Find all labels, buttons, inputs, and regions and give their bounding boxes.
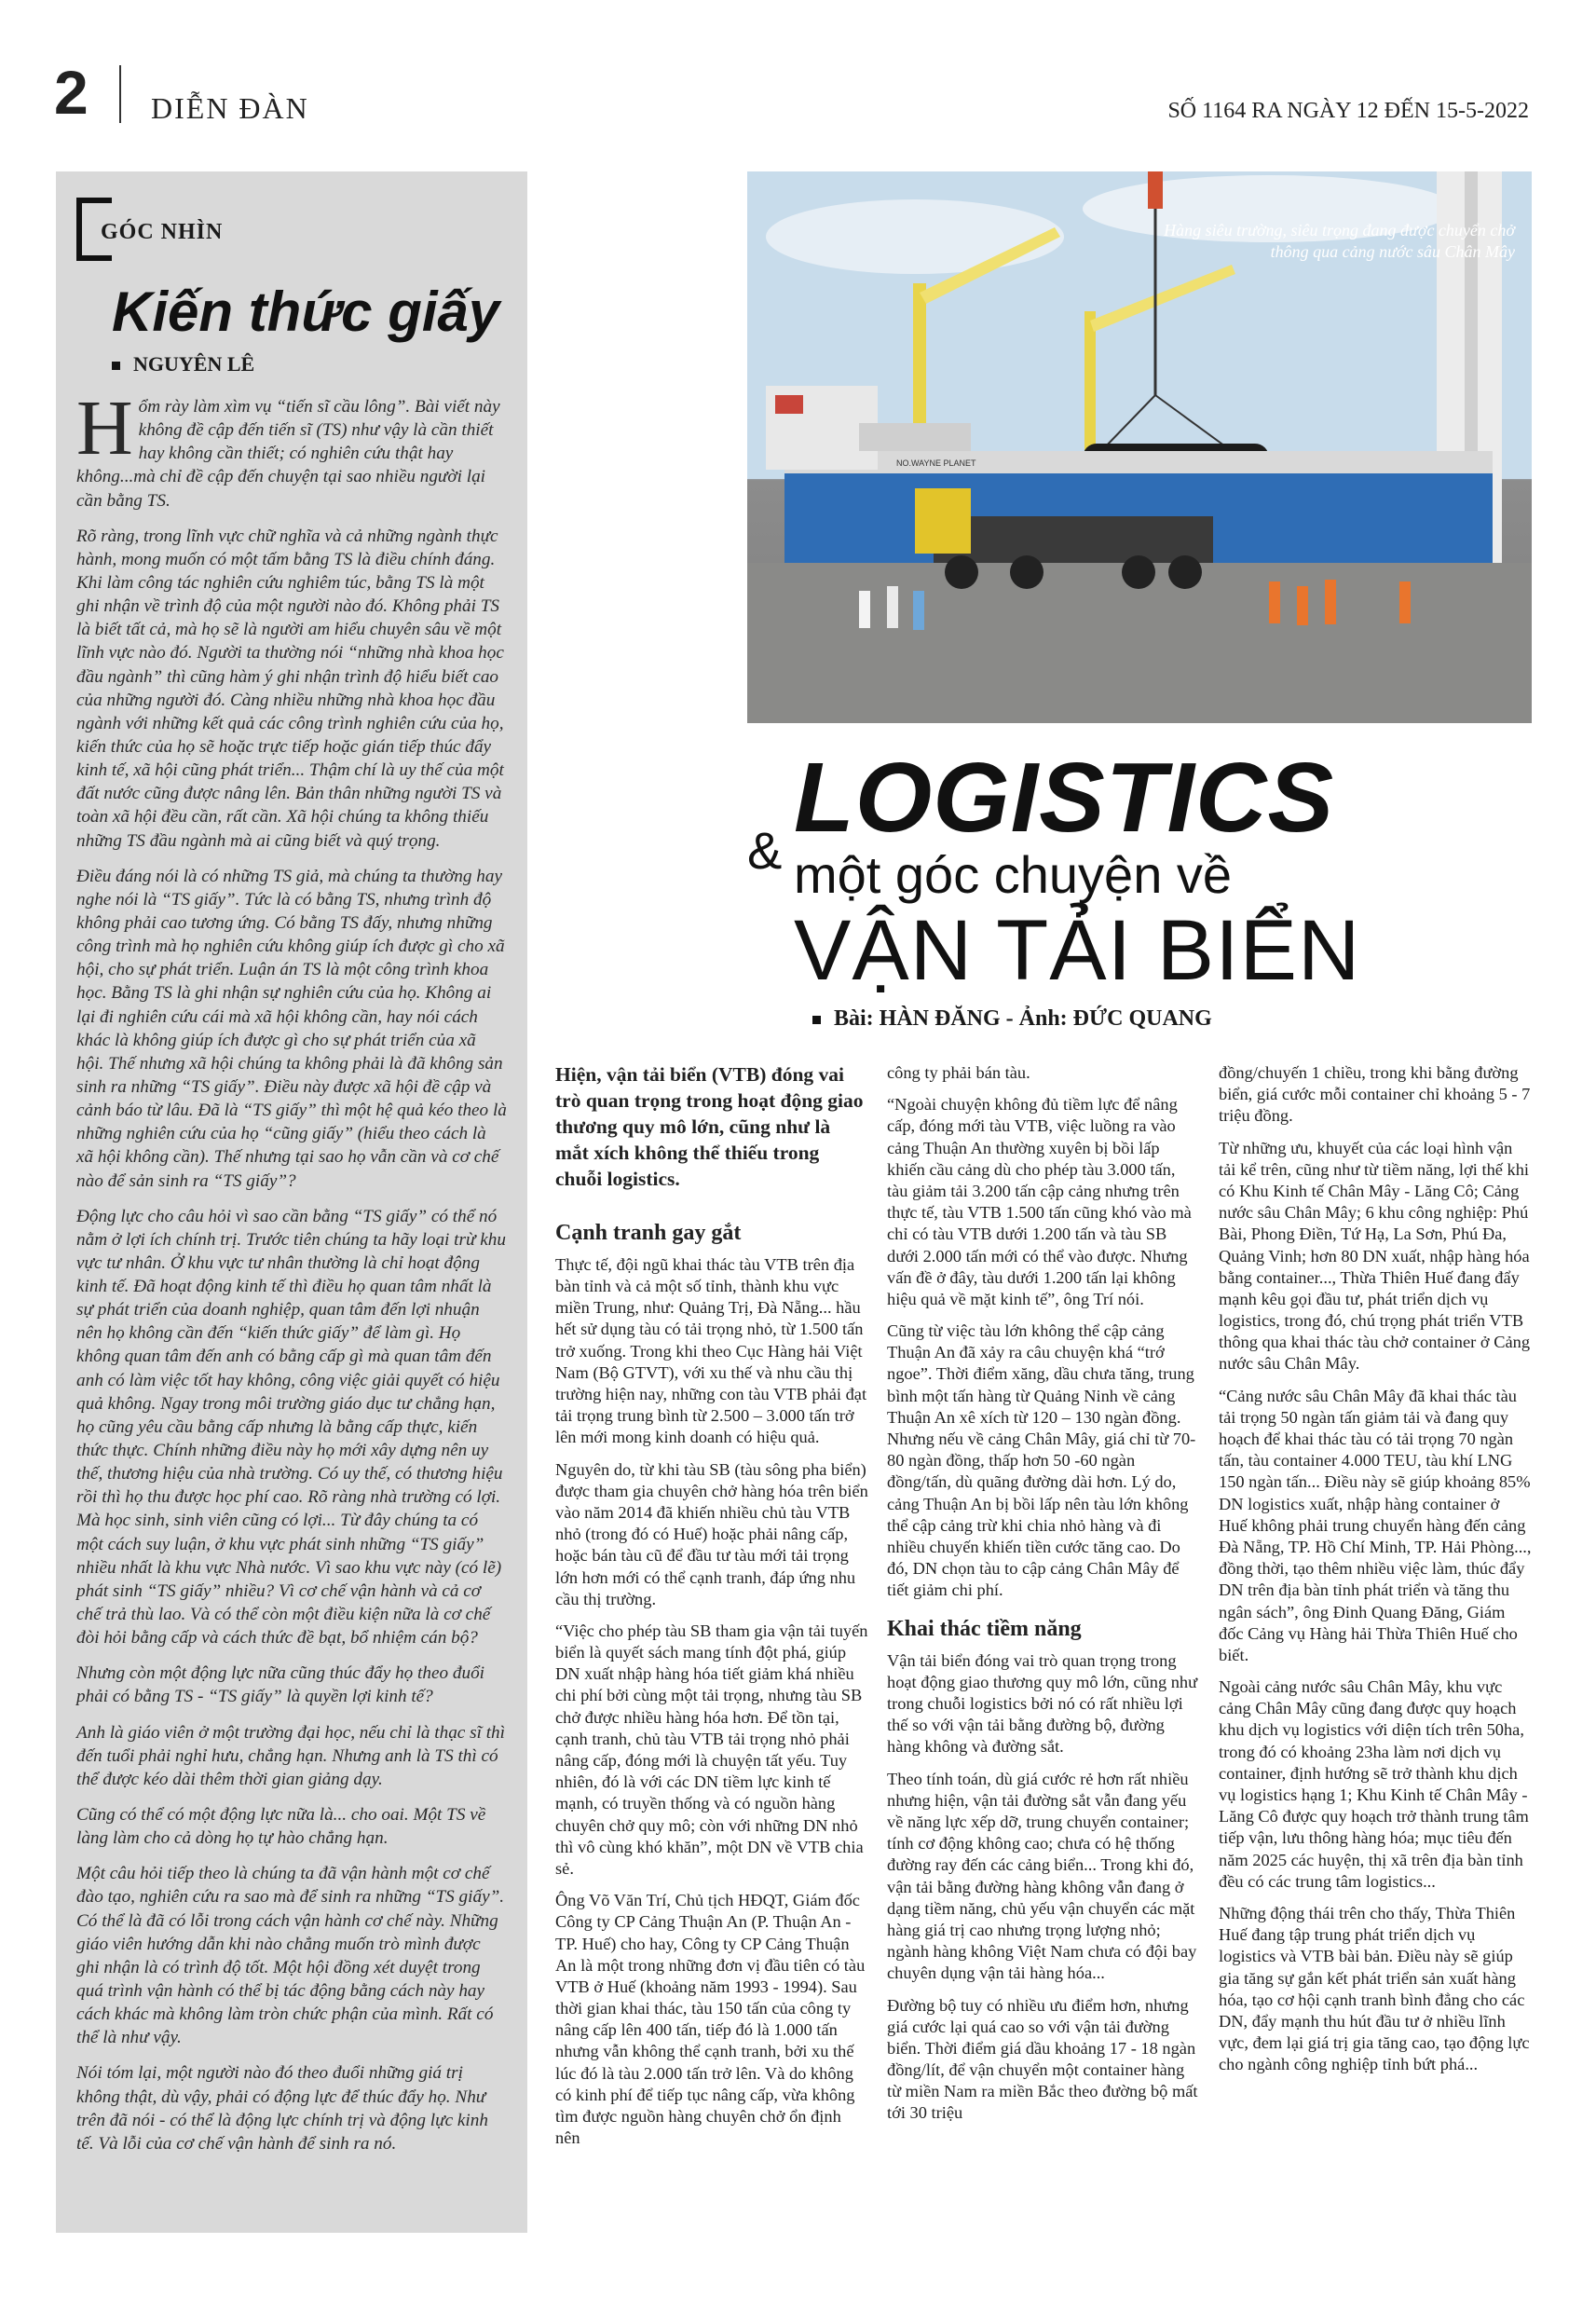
column-paragraph: Một câu hỏi tiếp theo là chúng ta đã vận hành một cơ chế đào tạo, nghiên cứu ra sao mà để sinh ra những “TS giấy”. Có thể là đã có lỗi trong cách vận hành cơ chế này. Những giáo viên hướng dẫn khi nào chẳng muốn trò mình được ghi nhận là có trình độ tốt. Một hội đồng xét duyệt trong quá trình vận hành có thể bị tác động bằng cách này hay cách khác mà không làm tròn chức phận của mình. Rất có thể là như vậy. [76,1864,505,2048]
column-paragraph: Động lực cho câu hỏi vì sao cần bằng “TS giấy” có thể nó nằm ở lợi ích chính trị. Trước tiên chúng ta hãy loại trừ khu vực tư nhân. Ở khu vực tư nhân thường là chỉ hoạt động kinh tế. Đã hoạt động kinh tế thì điều họ quan tâm nhất là sự phát triển của doanh nghiệp, quan tâm đến lợi nhuận nên họ không cần đến “kiến thức giấy” để làm gì. Họ không quan tâm đến anh có bằng cấp gì mà quan tâm đến anh có làm việc tốt hay không, công việc giải quyết có hiệu quả không. Ngay trong môi trường giáo dục tư chẳng hạn, họ cũng yêu cầu bằng cấp nhưng là bằng cấp thực, kiến thức thực. Chính những điều này họ mới xây dựng nên uy thế, thương hiệu của nhà trường. Có uy thế, có thương hiệu rồi thì họ thu được học phí cao. Rõ ràng nhà trường có lợi. Mà học sinh, sinh viên cũng có lợi... Từ đây chúng ta có một cách suy luận, ở khu vực phát sinh những “TS giấy” nhiều nhất là khu vực Nhà nước. Vì sao khu vực này (có lẽ) phát sinh “TS giấy” nhiều? Vì cơ chế vận hành và cả cơ chế trả thù lao. Và có thể còn một điều kiện nữa là cơ chế đòi hỏi bằng cấp và cách thức đề bạt, bổ nhiệm cán bộ? [76,1206,506,1648]
section-title: DIỄN ĐÀN [151,91,309,125]
article-paragraph: Từ những ưu, khuyết của các loại hình vận tải kể trên, cũng như từ tiềm năng, lợi thế khi có Khu Kinh tế Chân Mây - Lăng Cô; Cảng nước sâu Chân Mây; 6 khu công nghiệp: Phú Bài, Phong Điền, Tứ Hạ, La Sơn, Phú Đa, Quảng Vinh; hơn 80 DN xuất, nhập hàng hóa bằng container..., Thừa Thiên Huế đang đẩy mạnh kêu gọi đầu tư, phát triển dịch vụ logistics, trong đó, chú trọng phát triển VTB thông qua khai thác tàu chở container ở Cảng nước sâu Chân Mây. [1219,1138,1531,1374]
article-paragraph: Ngoài cảng nước sâu Chân Mây, khu vực cảng Chân Mây cũng đang được quy hoạch khu dịch vụ logistics với diện tích trên 50ha, trong đó có khoảng 23ha làm nơi dịch vụ container, định hướng sẽ trở thành khu dịch vụ logistics hạng 1; Khu Kinh tế Chân Mây - Lăng Cô được quy hoạch trở thành trung tâm tiếp vận, lưu thông hàng hóa; mục tiêu đến năm 2025 các huyện, thị xã trên địa bàn tỉnh đều có các trung tâm logistics... [1219,1677,1529,1891]
article-paragraph: “Cảng nước sâu Chân Mây đã khai thác tàu tải trọng 50 ngàn tấn giảm tải và đang quy hoạch để khai thác tàu có tải trọng 70 ngàn tấn, tàu container 4.000 TEU, tàu khí LNG 150 ngàn tấn... Điều này sẽ giúp khoảng 85% DN logistics xuất, nhập hàng container ở Huế không phải trung chuyển hàng đến cảng Đà Nẵng, TP. Hồ Chí Minh, TP. Hải Phòng..., đồng thời, tạo thêm nhiều việc làm, thúc đẩy DN trên địa bàn tỉnh phát triển và tăng thu ngân sách”, ông Đinh Quang Đăng, Giám đốc Cảng vụ Hàng hải Thừa Thiên Huế cho biết. [1219,1386,1532,1664]
ship-name: NO.WAYNE PLANET [896,458,976,468]
issue-info: SỐ 1164 RA NGÀY 12 ĐẾN 15-5-2022 [1167,99,1529,123]
page-number: 2 [54,58,89,127]
column-author: NGUYÊN LÊ [112,352,254,376]
article-lead: Hiện, vận tải biển (VTB) đóng vai trò quan trọng trong hoạt động giao thương quy mô lớn, cũng như là mắt xích không thể thiếu trong chuỗi logistics. [555,1063,864,1190]
article-paragraph: Ông Võ Văn Trí, Chủ tịch HĐQT, Giám đốc Công ty CP Cảng Thuận An (P. Thuận An - TP. Huế) cho hay, Công ty CP Cảng Thuận An là một trong những đơn vị đầu tiên có tàu VTB ở Huế (khoảng năm 1993 - 1994). Sau thời gian khai thác, tàu 150 tấn của công ty nâng cấp lên 400 tấn, tiếp đó là 1.000 tấn nhưng vẫn không thể cạnh tranh, bởi xu thế lúc đó là tàu 2.000 tấn trở lên. Và do không có kinh phí để tiếp tục nâng cấp, vừa không tìm được nguồn hàng chuyên chở ổn định nên [555,1891,866,2148]
column-paragraph: Điều đáng nói là có những TS giả, mà chúng ta thường hay nghe nói là “TS giấy”. Tức là có bằng TS, nhưng trình độ không phải cao tương ứng. Có bằng TS đấy, nhưng những công trình mà họ nghiên cứu không giúp ích được gì cho xã hội, cho sự phát triển. Luận án TS là một công trình khoa học. Bằng TS là ghi nhận sự nghiên cứu của họ. Không ai lại đi nghiên cứu cái mà xã hội không cần, hay nói cách khác là không giúp ích được gì cho sự phát triển của xã hội. Thế nhưng xã hội chúng ta không phải là đã không sản sinh ra những “TS giấy”. Điều này được xã hội đề cập và cảnh báo từ lâu. Đã là “TS giấy” thì một hệ quả kéo theo là những nghiên cứu của họ “cũng giấy” (hiểu theo cách là xã hội không cần). Thế nhưng tại sao họ vẫn cần và cơ chế nào để sản sinh ra “TS giấy”? [76,866,507,1191]
headline-logistics: LOGISTICS [794,743,1335,853]
photo-caption: Hàng siêu trường, siêu trọng đang được chuyển chở thông qua cảng nước sâu Chân Mây [1164,221,1515,261]
column-label: GÓC NHÌN [101,220,224,244]
article-paragraph: Theo tính toán, dù giá cước rẻ hơn rất nhiều nhưng hiện, vận tải đường sắt vẫn đang yếu về năng lực xếp dỡ, trung chuyển container; tính cơ động không cao; chưa có hệ thống đường ray đến các cảng biển... Trong khi đó, vận tải bằng đường hàng không vẫn đang ở dạng tiềm năng, chủ yếu vận chuyển các mặt hàng giá trị cao nhưng trọng lượng nhỏ; ngành hàng không Việt Nam chưa có đội bay chuyên dụng vận tải hàng hóa... [887,1769,1197,1983]
header-divider [119,65,121,123]
column-body [76,385,507,2168]
subheading: Khai thác tiềm năng [887,1616,1082,1641]
article-paragraph: Vận tải biển đóng vai trò quan trọng trong hoạt động giao thương quy mô lớn, cũng như trong chuỗi logistics bởi nó có rất nhiều lợi thế so với vận tải bằng đường bộ, đường hàng không và đường sắt. [887,1650,1198,1757]
subheading: Cạnh tranh gay gắt [555,1220,742,1245]
article-byline: Bài: HÀN ĐĂNG - Ảnh: ĐỨC QUANG [812,1006,1212,1032]
headline-van-tai-bien: VẬN TẢI BIỂN [794,903,1361,998]
column-paragraph: Rõ ràng, trong lĩnh vực chữ nghĩa và cả những ngành thực hành, mong muốn có một tấm bằng TS là điều chính đáng. Khi làm công tác nghiên cứu nghiêm túc, bằng TS là một ghi nhận về trình độ của một người nào đó. Không phải TS là biết tất cả, mà họ sẽ là người am hiểu chuyên sâu về một lĩnh vực nào đó. Người ta thường nói “những nhà khoa học đầu ngành” thì cũng hàm ý ghi nhận trình độ hiểu biết cao của những người đó. Càng nhiều những nhà khoa học đầu ngành với những kết quả các công trình nghiên cứu của họ, kiến thức của họ sẽ hoặc trực tiếp hoặc gián tiếp thúc đẩy kinh tế, xã hội cũng phát triển... Thậm chí là uy thế của một đất nước cũng được nâng lên. Bản thân những người TS và toàn xã hội đều cần, rất cần. Xã hội chúng ta không thiếu những TS đầu ngành mà ai cũng biết và quý trọng. [76,526,504,851]
article-paragraph: “Ngoài chuyện không đủ tiềm lực để nâng cấp, đóng mới tàu VTB, việc luồng ra vào cảng Thuận An thường xuyên bị bồi lấp khiến cầu cảng dù cho phép tàu 3.000 tấn, tàu giảm tải 3.200 tấn cập cảng nhưng trên thực tế, tàu VTB 1.500 tấn cũng khó vào mà chỉ có tàu VTB dưới 1.200 tấn và tàu SB dưới 2.000 tấn mới có thể vào được. Nhưng vấn đề ở đây, tàu dưới 1.200 tấn lại không hiệu quả về mặt kinh tế”, ông Trí nói. [887,1095,1192,1308]
title-ampersand: & [747,821,783,880]
column-paragraph [76,385,507,513]
article-paragraph: Thực tế, đội ngũ khai thác tàu VTB trên địa bàn tỉnh và cả một số tỉnh, thành khu vực miền Trung, như: Quảng Trị, Đà Nẵng... hầu hết sử dụng tàu có tải trọng nhỏ, từ 1.500 tấn trở xuống. Trong khi theo Cục Hàng hải Việt Nam (Bộ GTVT), với xu thế và nhu cầu thị trường hiện nay, những con tàu VTB phải đạt tải trọng trung bình từ 2.500 – 3.000 tấn trở lên mới mong kinh doanh có hiệu quả. [555,1254,867,1447]
article-paragraph: Cũng từ việc tàu lớn không thể cập cảng Thuận An đã xảy ra câu chuyện khá “trớ ngoe”. Thời điểm xăng, dầu chưa tăng, trung bình một tấn hàng từ Quảng Ninh về cảng Thuận An xê xích từ 120 – 130 ngàn đồng. Nhưng nếu về cảng Chân Mây, giá chỉ từ 70-80 ngàn đồng, thấp hơn 50 -60 ngàn đồng/tấn, dù quãng đường dài hơn. Lý do, cảng Thuận An bị bồi lấp nên tàu lớn không thể cập cảng trừ khi chia nhỏ hàng và đi nhiều chuyến khiến tiền cước tăng cao. Do đó, DN chọn tàu to cập cảng Chân Mây để tiết giảm chi phí. [887,1321,1196,1600]
article-column-1 [555,1062,868,2159]
column-paragraph: Nói tóm lại, một người nào đó theo đuổi những giá trị không thật, dù vậy, phải có động lực để thúc đẩy họ. Như trên đã nói - có thể là động lực chính trị và động lực kinh tế. Và lỗi của cơ chế vận hành để sinh ra nó. [76,2063,488,2154]
column-paragraph: Nhưng còn một động lực nữa cũng thúc đẩy họ theo đuổi phải có bằng TS - “TS giấy” là quyền lợi kinh tế? [76,1663,485,1707]
column-paragraph: Anh là giáo viên ở một trường đại học, nếu chỉ là thạc sĩ thì đến tuổi phải nghỉ hưu, chẳng hạn. Nhưng anh là TS thì có thể được kéo dài thêm thời gian giảng dạy. [76,1722,505,1789]
article-paragraph: Đường bộ tuy có nhiều ưu điểm hơn, nhưng giá cước lại quá cao so với vận tải đường biển. Thời điểm giá dầu khoảng 17 - 18 ngàn đồng/lít, để vận chuyển một container hàng từ miền Nam ra miền Bắc theo đường bộ mất tới 30 triệu [887,1995,1198,2123]
column-title: Kiến thức giấy [112,280,500,343]
article-paragraph: Nguyên do, từ khi tàu SB (tàu sông pha biển) được tham gia chuyên chở hàng hóa trên biển vào năm 2014 đã khiến nhiều chủ tàu VTB nhỏ (trong đó có Huế) hoặc phải nâng cấp, hoặc bán tàu cũ để đầu tư tàu mới tải trọng lớn hơn mới có thể cạnh tranh, đáp ứng nhu cầu thị trường. [555,1459,868,1608]
article-paragraph: “Việc cho phép tàu SB tham gia vận tải tuyến biển là quyết sách mang tính đột phá, giúp DN xuất nhập hàng hóa tiết giảm khá nhiều chi phí bởi cùng một tải trọng, nhưng tàu SB chở được nhiều hàng hóa hơn. Để tồn tại, cạnh tranh, chủ tàu VTB tải trọng nhỏ phải nâng cấp, đóng mới là chuyện tất yếu. Tuy nhiên, đó là với các DN tiềm lực kinh tế mạnh, có truyền thống và có nguồn hàng chuyên chở quy mô; còn với những DN nhỏ thì vô cùng khó khăn”, một DN về VTB chia sẻ. [555,1621,868,1878]
headline-subtitle: một góc chuyện về [794,845,1233,904]
column-paragraph: Cũng có thể có một động lực nữa là... cho oai. Một TS về làng làm cho cả dòng họ tự hào chẳng hạn. [76,1805,486,1849]
article-column-3 [1219,1062,1532,2086]
article-paragraph: đồng/chuyến 1 chiều, trong khi bằng đường biển, giá cước mỗi container chỉ khoảng 5 - 7 triệu đồng. [1219,1063,1531,1126]
column-text: ổm rày làm xìm vụ “tiến sĩ cầu lông”. Bài viết này không đề cập đến tiến sĩ (TS) như vậy là cần thiết hay không cần thiết; có nghiên cứu thật hay không...mà chỉ đề cập đến chuyện tại sao nhiều người lại cần bằng TS. [76,397,500,511]
port-photo [747,171,1532,723]
article-column-2 [887,1062,1200,2135]
article-paragraph: công ty phải bán tàu. [887,1063,1030,1082]
article-paragraph: Những động thái trên cho thấy, Thừa Thiên Huế đang tập trung phát triển dịch vụ logistics và VTB bài bản. Điều này sẽ giúp gia tăng sự gắn kết phát triển sản xuất hàng hóa, tạo cơ hội cạnh tranh bình đẳng cho các DN, đẩy mạnh thu hút đầu tư ở nhiều lĩnh vực, đem lại giá trị gia tăng cao, tạo động lực cho ngành công nghiệp tỉnh bứt phá... [1219,1903,1530,2074]
drop-cap: H [76,385,133,472]
